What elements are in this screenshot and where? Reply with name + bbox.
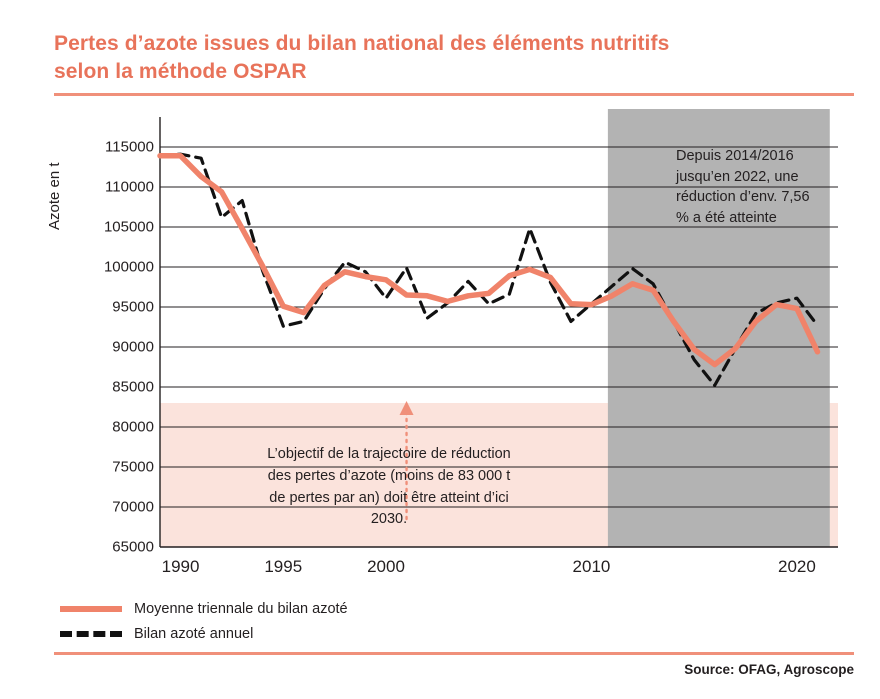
source-note: Source: OFAG, Agroscope <box>684 662 854 677</box>
gray-band-annotation: Depuis 2014/2016 jusqu’en 2022, une réduction d’env. 7,56 % a été atteinte <box>676 148 810 226</box>
y-tick-label: 90000 <box>112 338 154 356</box>
y-tick-label: 100000 <box>103 258 154 276</box>
legend-item <box>60 598 348 620</box>
y-tick-label: 80000 <box>112 418 154 436</box>
y-axis-ticks <box>80 0 154 694</box>
y-axis-label: Azote en t <box>46 162 63 230</box>
dashed-line-icon <box>60 631 122 637</box>
y-tick-label: 65000 <box>112 538 154 556</box>
x-tick-label: 2010 <box>572 557 611 576</box>
footer-divider <box>54 652 854 655</box>
legend-item <box>60 623 348 645</box>
y-tick-label: 70000 <box>112 498 154 516</box>
y-tick-label: 105000 <box>103 218 154 236</box>
y-tick-label: 75000 <box>112 458 154 476</box>
x-tick-label: 1995 <box>264 557 303 576</box>
chart-legend <box>60 598 348 648</box>
y-tick-label: 110000 <box>105 178 154 196</box>
y-tick-label: 85000 <box>112 378 154 396</box>
pink-band-annotation: L’objectif de la trajectoire de réduction des pertes d’azote (moins de 83 000 t de pertes par an) doit être atteint d’ici 2030. <box>267 446 511 528</box>
x-tick-label: 1990 <box>161 557 200 576</box>
page-title: Pertes d’azote issues du bilan national des éléments nutritifs selon la méthode OSPAR <box>54 32 670 83</box>
x-tick-label: 2000 <box>367 557 405 576</box>
solid-line-icon <box>60 606 122 612</box>
legend-label: Bilan azoté annuel <box>134 625 254 642</box>
x-tick-label: 2020 <box>777 557 816 576</box>
y-tick-label: 95000 <box>112 298 154 316</box>
y-tick-label: 115000 <box>105 138 154 156</box>
legend-label: Moyenne triennale du bilan azoté <box>134 600 348 617</box>
